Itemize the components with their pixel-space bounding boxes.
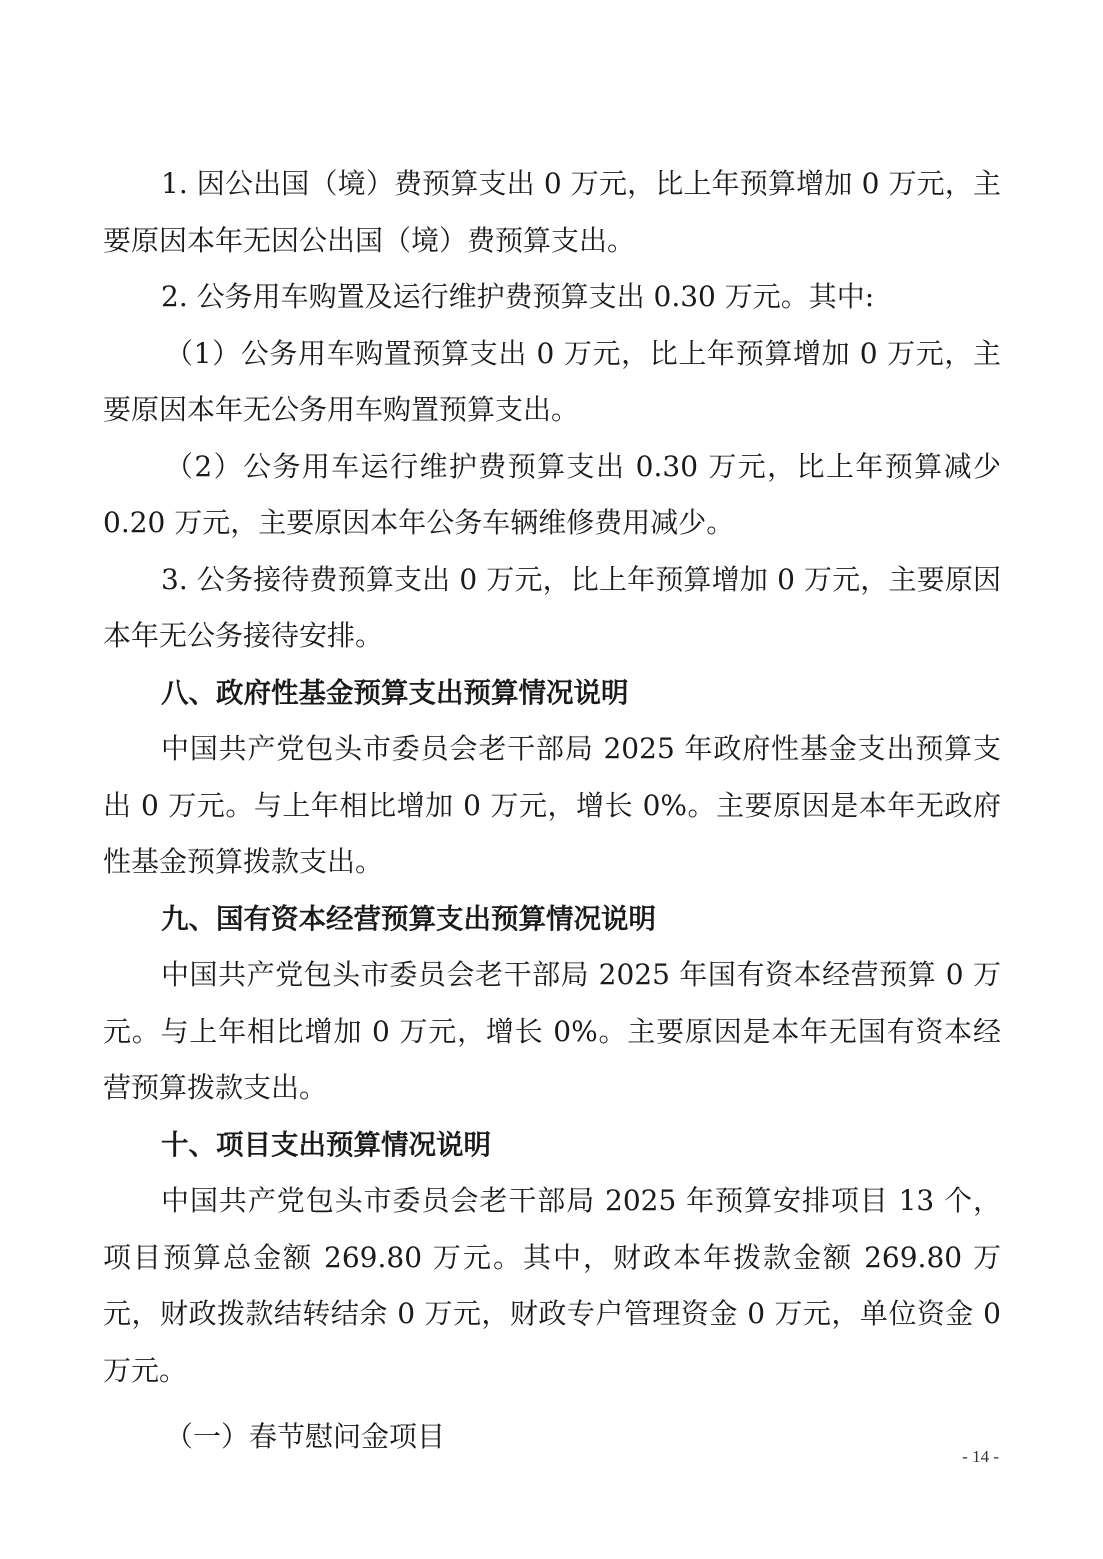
section-heading-government-fund: 八、政府性基金预算支出预算情况说明 bbox=[161, 676, 629, 709]
document-body bbox=[103, 156, 1001, 1466]
paragraph-state-capital: 中国共产党包头市委员会老干部局 2025 年国有资本经营预算 0 万元。与上年相比增加 0 万元，增长 0%。主要原因是本年无国有资本经营预算拨款支出。 bbox=[103, 958, 1001, 1104]
paragraph-overseas-travel-expense: 1. 因公出国（境）费预算支出 0 万元，比上年预算增加 0 万元，主要原因本年无因公出国（境）费预算支出。 bbox=[103, 167, 1001, 257]
paragraph-project-expenditure: 中国共产党包头市委员会老干部局 2025 年预算安排项目 13 个，项目预算总金额 269.80 万元。其中，财政本年拨款金额 269.80 万元，财政拨款结转结余 0 万元，财政专户管理资金 0 万元，单位资金 0 万元。 bbox=[103, 1184, 1001, 1387]
paragraph-government-fund: 中国共产党包头市委员会老干部局 2025 年政府性基金支出预算支出 0 万元。与上年相比增加 0 万元，增长 0%。主要原因是本年无政府性基金预算拨款支出。 bbox=[103, 732, 1001, 878]
section-heading-project-expenditure: 十、项目支出预算情况说明 bbox=[161, 1128, 491, 1161]
paragraph-vehicle-expense: 2. 公务用车购置及运行维护费预算支出 0.30 万元。其中: bbox=[161, 280, 875, 313]
section-heading-state-capital: 九、国有资本经营预算支出预算情况说明 bbox=[161, 902, 656, 935]
subsection-heading-spring-festival: （一）春节慰问金项目 bbox=[165, 1420, 446, 1453]
paragraph-reception-expense: 3. 公务接待费预算支出 0 万元，比上年预算增加 0 万元，主要原因本年无公务接待安排。 bbox=[103, 562, 1001, 652]
page-number: - 14 - bbox=[962, 1447, 999, 1466]
paragraph-vehicle-maintenance: （2）公务用车运行维护费预算支出 0.30 万元，比上年预算减少 0.20 万元，主要原因本年公务车辆维修费用减少。 bbox=[103, 449, 1001, 539]
paragraph-vehicle-purchase: （1）公务用车购置预算支出 0 万元，比上年预算增加 0 万元，主要原因本年无公务用车购置预算支出。 bbox=[103, 336, 1001, 426]
